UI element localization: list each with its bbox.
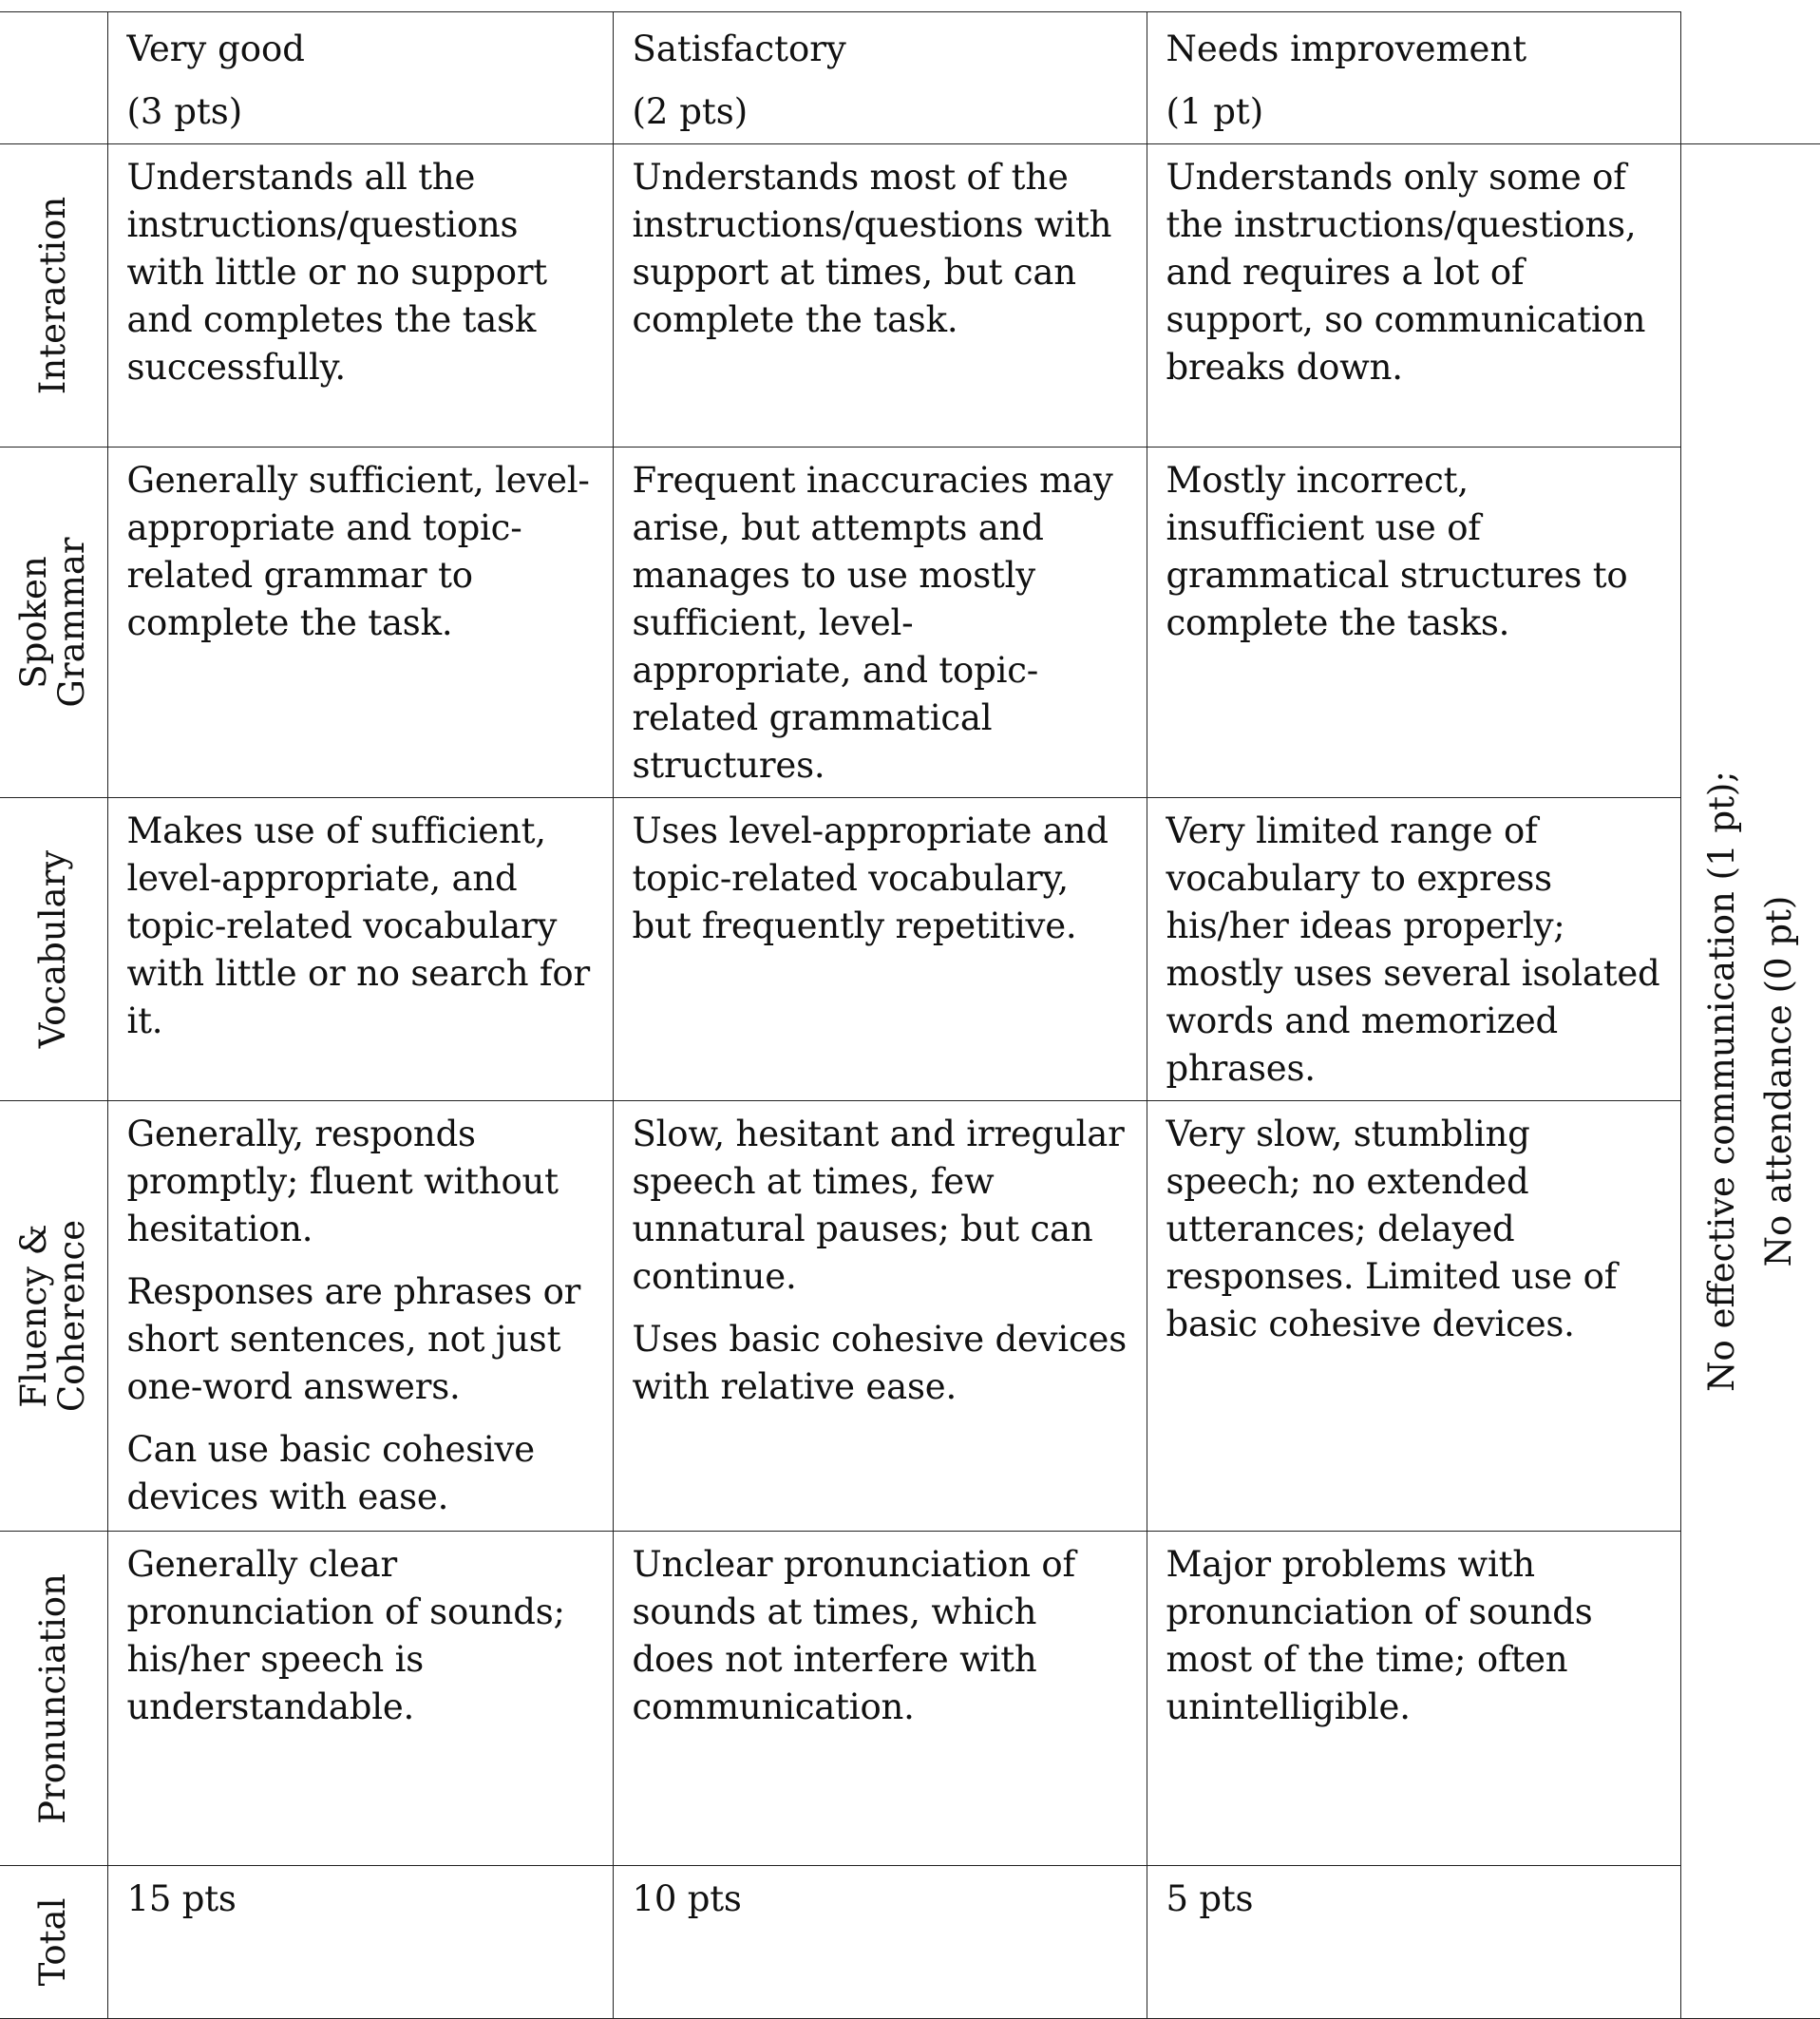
row-label-line: Coherence — [51, 1219, 93, 1413]
row-label-interaction — [0, 144, 107, 448]
cell-spoken-grammar-satisfactory — [613, 448, 1147, 798]
cell-vocabulary-satisfactory — [613, 798, 1147, 1101]
corner-cell — [0, 12, 107, 144]
row-label-line: Fluency & — [13, 1224, 55, 1408]
criterion-row-fluency-coherence — [0, 1101, 1820, 1532]
descriptor-text: Understands all the instructions/questions with little or no support and completes the task successfully. — [126, 157, 547, 388]
descriptor-text: Can use basic cohesive devices with ease. — [126, 1429, 535, 1517]
cell-spoken-grammar-needs-improvement — [1147, 448, 1680, 798]
row-label-line: Total — [32, 1897, 74, 1987]
total-row — [0, 1866, 1820, 2019]
cell-fluency-coherence-satisfactory — [613, 1101, 1147, 1532]
cell-fluency-coherence-very-good — [107, 1101, 613, 1532]
header-very-good-title: Very good — [126, 29, 305, 69]
cell-interaction-very-good — [107, 144, 613, 448]
cell-spoken-grammar-very-good — [107, 448, 613, 798]
cell-interaction-satisfactory — [613, 144, 1147, 448]
row-label-total — [0, 1866, 107, 2019]
row-label-fluency-coherence — [0, 1101, 107, 1532]
cell-pronunciation-very-good — [107, 1532, 613, 1866]
side-note-cell — [1680, 144, 1820, 2019]
descriptor-text: Makes use of sufficient, level-appropriate, and topic-related vocabulary with little or no search for it. — [126, 810, 590, 1041]
row-label-vocabulary — [0, 798, 107, 1101]
descriptor-text: Generally sufficient, level-appropriate and topic-related grammar to complete the task. — [126, 460, 590, 643]
criterion-row-pronunciation — [0, 1532, 1820, 1866]
header-row — [0, 12, 1820, 144]
descriptor-text: Generally clear pronunciation of sounds; his/her speech is understandable. — [126, 1544, 565, 1727]
row-label-line: Spoken — [13, 556, 55, 689]
total-satisfactory — [613, 1866, 1147, 2019]
total-very-good — [107, 1866, 613, 2019]
criterion-row-vocabulary — [0, 798, 1820, 1101]
criterion-row-interaction — [0, 144, 1820, 448]
total-points: 5 pts — [1166, 1878, 1254, 1919]
header-very-good — [107, 12, 613, 144]
descriptor-text: Very slow, stumbling speech; no extended utterances; delayed responses. Limited use of basic cohesive devices. — [1166, 1114, 1618, 1344]
side-note-line-1: No effective communication (1 pt); — [1700, 771, 1742, 1392]
rubric-table — [0, 11, 1820, 2019]
cell-pronunciation-satisfactory — [613, 1532, 1147, 1866]
descriptor-text: Understands most of the instructions/questions with support at times, but can complete the task. — [632, 157, 1112, 340]
descriptor-text: Mostly incorrect, insufficient use of grammatical structures to complete the tasks. — [1166, 460, 1628, 643]
row-label-line: Pronunciation — [32, 1572, 74, 1824]
header-satisfactory-points: (2 pts) — [632, 91, 749, 132]
row-label-pronunciation — [0, 1532, 107, 1866]
header-needs-improvement-title: Needs improvement — [1166, 29, 1527, 69]
row-label-line: Interaction — [32, 196, 74, 395]
descriptor-text: Very limited range of vocabulary to express his/her ideas properly; mostly uses several isolated words and memorized phrases. — [1166, 810, 1660, 1089]
descriptor-text: Uses basic cohesive devices with relative ease. — [632, 1319, 1127, 1407]
total-needs-improvement — [1147, 1866, 1680, 2019]
descriptor-text: Frequent inaccuracies may arise, but attempts and manages to use mostly sufficient, level-appropriate, and topic-related grammatical structures. — [632, 460, 1113, 786]
cell-interaction-needs-improvement — [1147, 144, 1680, 448]
descriptor-text: Responses are phrases or short sentences, not just one-word answers. — [126, 1271, 581, 1407]
header-needs-improvement — [1147, 12, 1680, 144]
descriptor-text: Major problems with pronunciation of sounds most of the time; often unintelligible. — [1166, 1544, 1593, 1727]
header-needs-improvement-points: (1 pt) — [1166, 91, 1264, 132]
total-points: 15 pts — [126, 1878, 237, 1919]
row-label-line: Vocabulary — [32, 849, 74, 1049]
side-header-cell — [1680, 12, 1820, 144]
cell-fluency-coherence-needs-improvement — [1147, 1101, 1680, 1532]
header-very-good-points: (3 pts) — [126, 91, 243, 132]
cell-vocabulary-very-good — [107, 798, 613, 1101]
header-satisfactory-title: Satisfactory — [632, 29, 846, 69]
cell-vocabulary-needs-improvement — [1147, 798, 1680, 1101]
header-satisfactory — [613, 12, 1147, 144]
side-note-line-2: No attendance (0 pt) — [1757, 895, 1799, 1267]
row-label-spoken-grammar — [0, 448, 107, 798]
criterion-row-spoken-grammar — [0, 448, 1820, 798]
total-points: 10 pts — [632, 1878, 742, 1919]
descriptor-text: Unclear pronunciation of sounds at times, which does not interfere with communication. — [632, 1544, 1075, 1727]
descriptor-text: Understands only some of the instructions/questions, and requires a lot of support, so communication breaks down. — [1166, 157, 1646, 388]
descriptor-text: Slow, hesitant and irregular speech at times, few unnatural pauses; but can continue. — [632, 1114, 1125, 1297]
descriptor-text: Generally, responds promptly; fluent without hesitation. — [126, 1114, 559, 1249]
cell-pronunciation-needs-improvement — [1147, 1532, 1680, 1866]
descriptor-text: Uses level-appropriate and topic-related vocabulary, but frequently repetitive. — [632, 810, 1109, 946]
row-label-line: Grammar — [51, 537, 93, 708]
